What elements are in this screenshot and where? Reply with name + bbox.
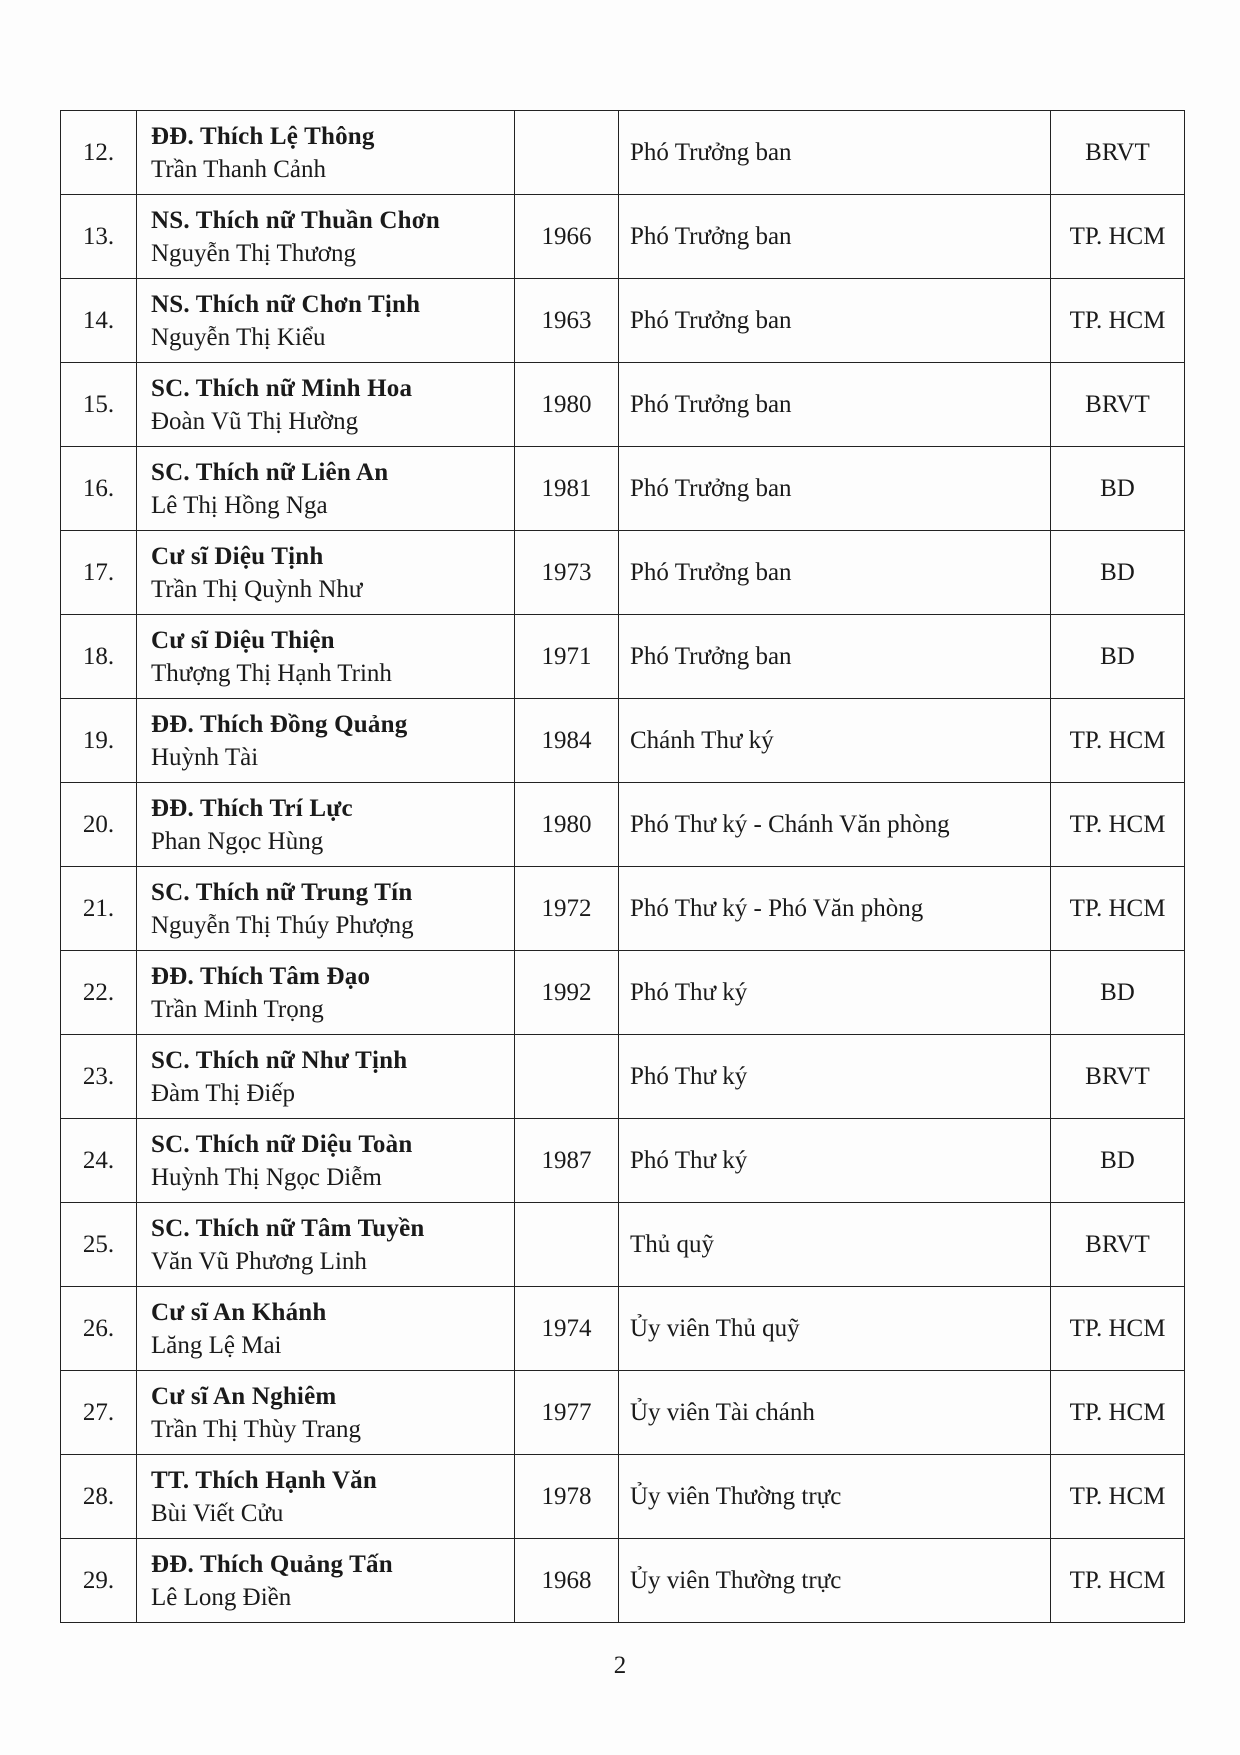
name-cell (137, 531, 515, 615)
row-number: 25. (61, 1203, 137, 1287)
table-row (61, 363, 1185, 447)
location-cell: TP. HCM (1051, 279, 1185, 363)
row-number: 24. (61, 1119, 137, 1203)
name-cell (137, 699, 515, 783)
location-cell: BD (1051, 447, 1185, 531)
role-cell: Phó Trưởng ban (619, 531, 1051, 615)
member-table (60, 110, 1185, 1623)
lay-name: Trần Thị Quỳnh Như (151, 575, 363, 603)
dharma-name: ĐĐ. Thích Đồng Quảng (151, 710, 408, 738)
birth-year: 1974 (515, 1287, 619, 1371)
row-number: 27. (61, 1371, 137, 1455)
role-cell: Phó Trưởng ban (619, 447, 1051, 531)
role-cell: Ủy viên Thường trực (619, 1539, 1051, 1623)
dharma-name: ĐĐ. Thích Lệ Thông (151, 122, 375, 150)
lay-name: Trần Minh Trọng (151, 995, 324, 1023)
birth-year: 1971 (515, 615, 619, 699)
lay-name: Lê Thị Hồng Nga (151, 491, 328, 519)
location-cell: BRVT (1051, 111, 1185, 195)
dharma-name: Cư sĩ An Nghiêm (151, 1382, 337, 1410)
row-number: 19. (61, 699, 137, 783)
role-cell: Phó Thư ký (619, 1035, 1051, 1119)
birth-year (515, 1203, 619, 1287)
birth-year: 1977 (515, 1371, 619, 1455)
role-cell: Phó Thư ký - Chánh Văn phòng (619, 783, 1051, 867)
location-cell: TP. HCM (1051, 1371, 1185, 1455)
row-number: 17. (61, 531, 137, 615)
table-row (61, 1371, 1185, 1455)
table-row (61, 867, 1185, 951)
dharma-name: SC. Thích nữ Trung Tín (151, 878, 413, 906)
birth-year: 1981 (515, 447, 619, 531)
birth-year: 1978 (515, 1455, 619, 1539)
lay-name: Trần Thị Thùy Trang (151, 1415, 362, 1443)
name-cell (137, 615, 515, 699)
location-cell: BRVT (1051, 1203, 1185, 1287)
row-number: 12. (61, 111, 137, 195)
name-cell (137, 951, 515, 1035)
dharma-name: Cư sĩ Diệu Tịnh (151, 542, 324, 570)
page-number: 2 (613, 1652, 627, 1679)
dharma-name: SC. Thích nữ Tâm Tuyền (151, 1214, 425, 1242)
lay-name: Nguyễn Thị Thúy Phượng (151, 911, 414, 939)
birth-year: 1966 (515, 195, 619, 279)
lay-name: Đàm Thị Điếp (151, 1079, 295, 1107)
lay-name: Thượng Thị Hạnh Trinh (151, 659, 392, 687)
table-row (61, 279, 1185, 363)
dharma-name: TT. Thích Hạnh Văn (151, 1466, 377, 1494)
dharma-name: SC. Thích nữ Liên An (151, 458, 389, 486)
role-cell: Phó Trưởng ban (619, 111, 1051, 195)
lay-name: Phan Ngọc Hùng (151, 827, 324, 855)
row-number: 22. (61, 951, 137, 1035)
lay-name: Trần Thanh Cảnh (151, 155, 326, 183)
location-cell: BRVT (1051, 1035, 1185, 1119)
table-row (61, 1539, 1185, 1623)
name-cell (137, 783, 515, 867)
lay-name: Đoàn Vũ Thị Hường (151, 407, 359, 435)
dharma-name: Cư sĩ An Khánh (151, 1298, 327, 1326)
birth-year: 1984 (515, 699, 619, 783)
location-cell: BD (1051, 615, 1185, 699)
location-cell: BRVT (1051, 363, 1185, 447)
table-row (61, 447, 1185, 531)
dharma-name: NS. Thích nữ Chơn Tịnh (151, 290, 421, 318)
location-cell: TP. HCM (1051, 867, 1185, 951)
role-cell: Ủy viên Thường trực (619, 1455, 1051, 1539)
table-row (61, 1287, 1185, 1371)
lay-name: Văn Vũ Phương Linh (151, 1247, 367, 1275)
name-cell (137, 1371, 515, 1455)
role-cell: Ủy viên Tài chánh (619, 1371, 1051, 1455)
location-cell: BD (1051, 531, 1185, 615)
location-cell: TP. HCM (1051, 783, 1185, 867)
table-row (61, 951, 1185, 1035)
row-number: 13. (61, 195, 137, 279)
lay-name: Lăng Lệ Mai (151, 1331, 282, 1359)
dharma-name: SC. Thích nữ Như Tịnh (151, 1046, 408, 1074)
table-row (61, 1119, 1185, 1203)
role-cell: Ủy viên Thủ quỹ (619, 1287, 1051, 1371)
birth-year: 1963 (515, 279, 619, 363)
lay-name: Lê Long Điền (151, 1583, 292, 1611)
location-cell: TP. HCM (1051, 1539, 1185, 1623)
name-cell (137, 1035, 515, 1119)
birth-year: 1992 (515, 951, 619, 1035)
table-row (61, 111, 1185, 195)
table-row (61, 1455, 1185, 1539)
row-number: 23. (61, 1035, 137, 1119)
role-cell: Phó Trưởng ban (619, 195, 1051, 279)
birth-year (515, 111, 619, 195)
dharma-name: SC. Thích nữ Minh Hoa (151, 374, 413, 402)
location-cell: TP. HCM (1051, 1287, 1185, 1371)
lay-name: Huỳnh Thị Ngọc Diễm (151, 1163, 382, 1191)
table-row (61, 1035, 1185, 1119)
name-cell (137, 867, 515, 951)
location-cell: TP. HCM (1051, 1455, 1185, 1539)
dharma-name: SC. Thích nữ Diệu Toàn (151, 1130, 413, 1158)
name-cell (137, 1203, 515, 1287)
lay-name: Nguyễn Thị Kiểu (151, 323, 326, 351)
birth-year: 1968 (515, 1539, 619, 1623)
birth-year: 1973 (515, 531, 619, 615)
table-row (61, 615, 1185, 699)
location-cell: BD (1051, 1119, 1185, 1203)
name-cell (137, 111, 515, 195)
location-cell: TP. HCM (1051, 195, 1185, 279)
table-row (61, 1203, 1185, 1287)
name-cell (137, 363, 515, 447)
dharma-name: ĐĐ. Thích Trí Lực (151, 794, 353, 822)
row-number: 16. (61, 447, 137, 531)
role-cell: Phó Thư ký (619, 951, 1051, 1035)
row-number: 15. (61, 363, 137, 447)
name-cell (137, 1287, 515, 1371)
role-cell: Phó Thư ký - Phó Văn phòng (619, 867, 1051, 951)
lay-name: Nguyễn Thị Thương (151, 239, 357, 267)
birth-year: 1980 (515, 363, 619, 447)
role-cell: Thủ quỹ (619, 1203, 1051, 1287)
birth-year: 1980 (515, 783, 619, 867)
role-cell: Phó Trưởng ban (619, 615, 1051, 699)
name-cell (137, 279, 515, 363)
table-row (61, 195, 1185, 279)
row-number: 26. (61, 1287, 137, 1371)
row-number: 18. (61, 615, 137, 699)
name-cell (137, 195, 515, 279)
table-row (61, 699, 1185, 783)
dharma-name: ĐĐ. Thích Quảng Tấn (151, 1550, 393, 1578)
role-cell: Phó Thư ký (619, 1119, 1051, 1203)
birth-year: 1972 (515, 867, 619, 951)
table-row (61, 783, 1185, 867)
row-number: 21. (61, 867, 137, 951)
dharma-name: ĐĐ. Thích Tâm Đạo (151, 962, 371, 990)
lay-name: Bùi Viết Cửu (151, 1499, 284, 1527)
role-cell: Chánh Thư ký (619, 699, 1051, 783)
lay-name: Huỳnh Tài (151, 743, 259, 771)
location-cell: BD (1051, 951, 1185, 1035)
name-cell (137, 447, 515, 531)
name-cell (137, 1119, 515, 1203)
row-number: 29. (61, 1539, 137, 1623)
name-cell (137, 1455, 515, 1539)
table-row (61, 531, 1185, 615)
row-number: 14. (61, 279, 137, 363)
dharma-name: Cư sĩ Diệu Thiện (151, 626, 335, 654)
name-cell (137, 1539, 515, 1623)
row-number: 28. (61, 1455, 137, 1539)
role-cell: Phó Trưởng ban (619, 363, 1051, 447)
dharma-name: NS. Thích nữ Thuần Chơn (151, 206, 440, 234)
birth-year: 1987 (515, 1119, 619, 1203)
birth-year (515, 1035, 619, 1119)
row-number: 20. (61, 783, 137, 867)
location-cell: TP. HCM (1051, 699, 1185, 783)
role-cell: Phó Trưởng ban (619, 279, 1051, 363)
